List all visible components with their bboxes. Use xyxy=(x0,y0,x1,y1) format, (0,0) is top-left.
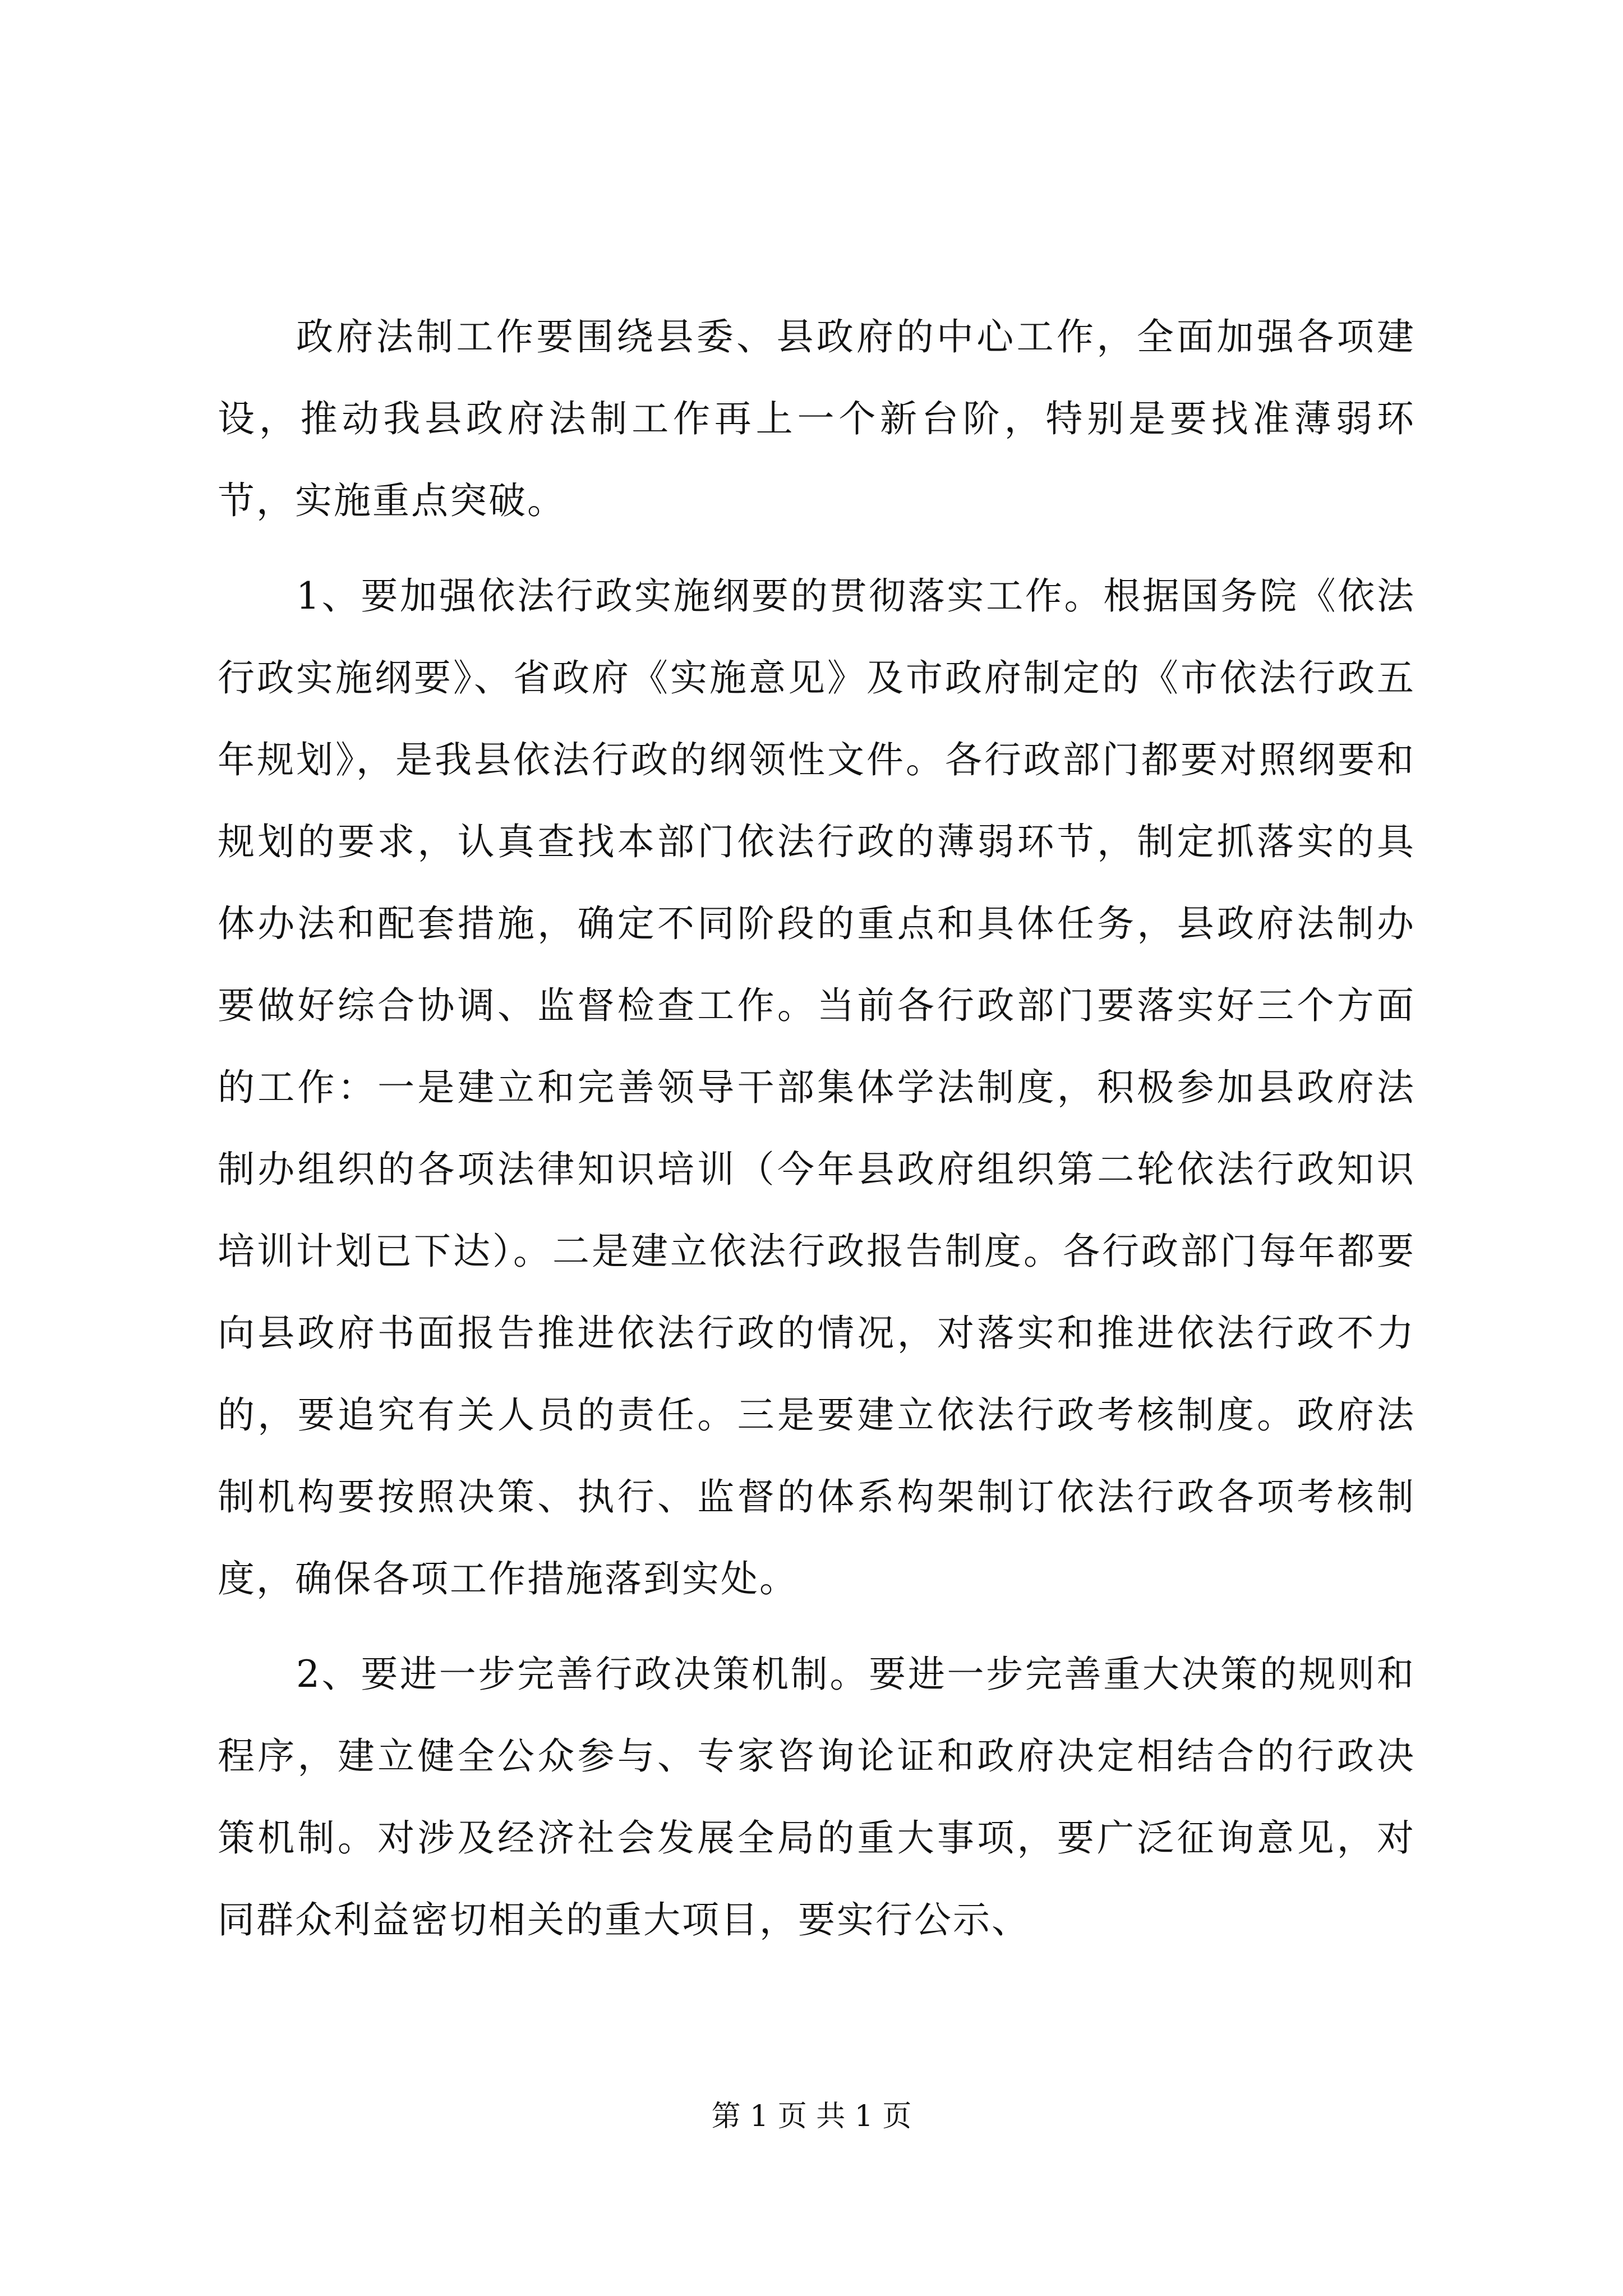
paragraph-item-1: 1、要加强依法行政实施纲要的贯彻落实工作。根据国务院《依法行政实施纲要》、省政府《实施意见》及市政府制定的《市依法行政五年规划》，是我县依法行政的纲领性文件。各行政部门都要对照纲要和规划的要求，认真查找本部门依法行政的薄弱环节，制定抓落实的具体办法和配套措施，确定不同阶段的重点和具体任务，县政府法制办要做好综合协调、监督检查工作。当前各行政部门要落实好三个方面的工作：一是建立和完善领导干部集体学法制度，积极参加县政府法制办组织的各项法律知识培训（今年县政府组织第二轮依法行政知识培训计划已下达）。二是建立依法行政报告制度。各行政部门每年都要向县政府书面报告推进依法行政的情况，对落实和推进依法行政不力的，要追究有关人员的责任。三是要建立依法行政考核制度。政府法制机构要按照决策、执行、监督的体系构架制订依法行政各项考核制度，确保各项工作措施落到实处。 xyxy=(218,574,1415,1600)
page-footer: 第 1 页 共 1 页 xyxy=(711,2100,912,2133)
paragraph-intro: 政府法制工作要围绕县委、县政府的中心工作，全面加强各项建设，推动我县政府法制工作再上一个新台阶，特别是要找准薄弱环节，实施重点突破。 xyxy=(218,315,1415,522)
paragraph-item-2: 2、要进一步完善行政决策机制。要进一步完善重大决策的规则和程序，建立健全公众参与、专家咨询论证和政府决定相结合的行政决策机制。对涉及经济社会发展全局的重大事项，要广泛征询意见，对同群众利益密切相关的重大项目，要实行公示、 xyxy=(218,1653,1415,1941)
document-body xyxy=(218,296,1415,1975)
